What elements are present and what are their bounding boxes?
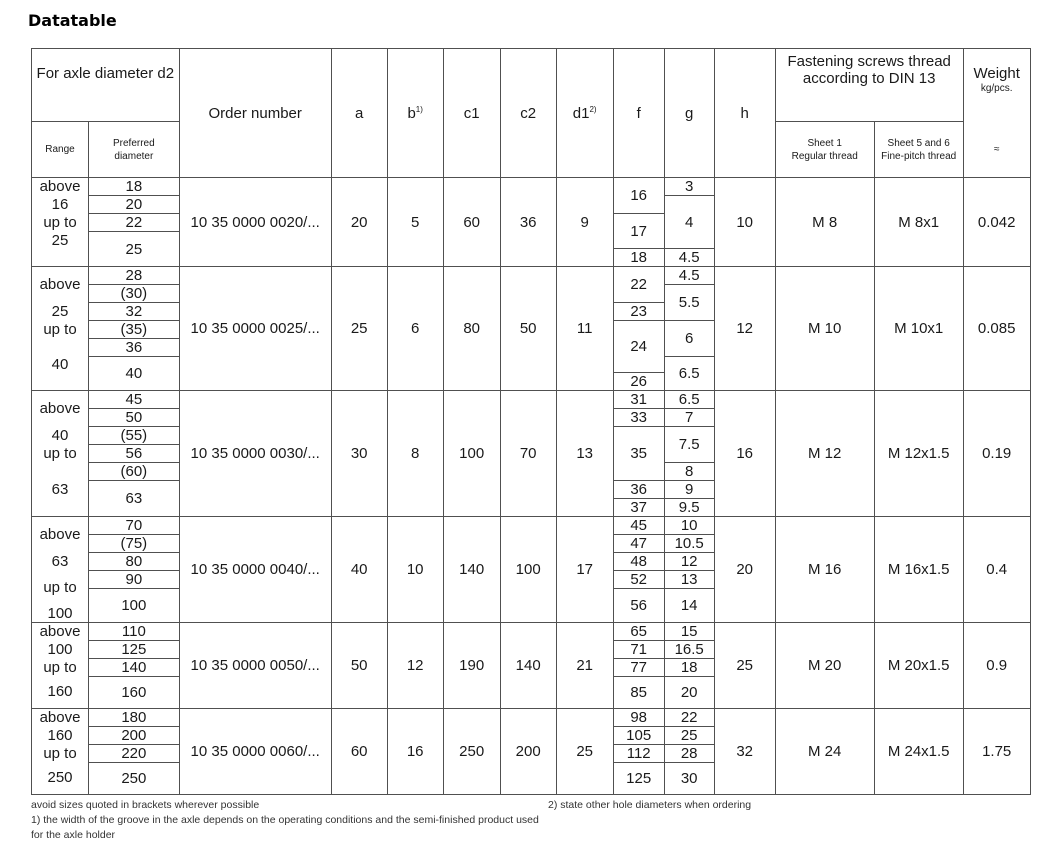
col-d1-footnote-marker: 2) [589, 104, 597, 114]
page-title: Datatable [28, 11, 117, 30]
fastening-screws-header: Fastening screws thread according to DIN 13 [775, 49, 963, 122]
col-c2-cell: 36 [500, 178, 556, 267]
col-g-cell: 12 [664, 553, 714, 571]
col-g-cell: 25 [664, 726, 714, 744]
col-g-cell: 9 [664, 481, 714, 499]
range-cell: above [32, 517, 89, 553]
col-b-header [387, 49, 443, 178]
col-g-cell: 4 [664, 196, 714, 249]
col-f-cell: 71 [613, 640, 664, 658]
approx-symbol: ≈ [963, 122, 1030, 178]
col-c2-cell: 200 [500, 708, 556, 794]
preferred-diameter-cell: 125 [89, 640, 180, 658]
preferred-diameter-cell: 45 [89, 391, 180, 409]
range-header: Range [32, 122, 89, 178]
range-cell: 100 [32, 605, 89, 623]
range-cell: 25 [32, 303, 89, 321]
col-g-cell: 16.5 [664, 640, 714, 658]
range-cell: up to [32, 744, 89, 762]
footnote-2: 2) state other hole diameters when ordering [548, 799, 752, 811]
col-c1-cell: 100 [443, 391, 500, 517]
fine-pitch-thread-cell: M 8x1 [874, 178, 963, 267]
preferred-diameter-cell: 90 [89, 571, 180, 589]
preferred-diameter-cell: 36 [89, 339, 180, 357]
col-a-cell: 50 [331, 622, 387, 708]
col-f-cell: 56 [613, 589, 664, 623]
col-g-cell: 13 [664, 571, 714, 589]
col-b-label: b [407, 104, 416, 122]
table-row [32, 517, 1031, 535]
range-cell: 160 [32, 726, 89, 744]
regular-thread-cell: M 16 [775, 517, 874, 623]
table-row [32, 708, 1031, 726]
footnote-1: 1) the width of the groove in the axle depends on the operating conditions and the semi-finished product used for the axle holder [31, 814, 539, 841]
preferred-diameter-cell: 25 [89, 232, 180, 267]
col-g-header: g [664, 49, 714, 178]
table-body [32, 49, 1031, 795]
col-c2-cell: 50 [500, 267, 556, 391]
preferred-diameter-cell: 200 [89, 726, 180, 744]
fine-pitch-thread-cell: M 10x1 [874, 267, 963, 391]
col-h-cell: 12 [714, 267, 775, 391]
preferred-diameter-cell: 180 [89, 708, 180, 726]
regular-thread-cell: M 12 [775, 391, 874, 517]
fine-pitch-thread-cell: M 12x1.5 [874, 391, 963, 517]
col-g-cell: 4.5 [664, 249, 714, 267]
footnotes-left [31, 798, 551, 843]
order-number-cell: 10 35 0000 0050/... [179, 622, 331, 708]
col-g-cell: 6.5 [664, 391, 714, 409]
preferred-diameter-cell: 40 [89, 357, 180, 391]
weight-cell: 1.75 [963, 708, 1030, 794]
col-c1-cell: 190 [443, 622, 500, 708]
col-f-cell: 65 [613, 622, 664, 640]
col-c2-header: c2 [500, 49, 556, 178]
preferred-diameter-cell: 63 [89, 481, 180, 517]
axle-diameter-header: For axle diameter d2 [32, 49, 180, 122]
order-number-cell: 10 35 0000 0060/... [179, 708, 331, 794]
table-row [32, 622, 1031, 640]
col-f-cell: 33 [613, 409, 664, 427]
range-cell: 160 [32, 676, 89, 708]
col-f-cell: 17 [613, 214, 664, 249]
col-c2-cell: 140 [500, 622, 556, 708]
col-a-cell: 25 [331, 267, 387, 391]
preferred-diameter-cell: 70 [89, 517, 180, 535]
col-g-cell: 20 [664, 676, 714, 708]
col-f-cell: 105 [613, 726, 664, 744]
fine-pitch-thread-cell: M 16x1.5 [874, 517, 963, 623]
fine-pitch-thread-cell: M 24x1.5 [874, 708, 963, 794]
col-h-header: h [714, 49, 775, 178]
col-g-cell: 6 [664, 321, 714, 357]
col-b-cell: 16 [387, 708, 443, 794]
regular-thread-cell: M 8 [775, 178, 874, 267]
col-h-cell: 20 [714, 517, 775, 623]
col-f-cell: 48 [613, 553, 664, 571]
col-f-cell: 24 [613, 321, 664, 373]
col-g-cell: 30 [664, 762, 714, 794]
col-b-cell: 12 [387, 622, 443, 708]
range-cell: up to [32, 321, 89, 339]
col-f-cell: 112 [613, 744, 664, 762]
col-c1-cell: 140 [443, 517, 500, 623]
range-cell: up to [32, 445, 89, 463]
regular-thread-cell: M 24 [775, 708, 874, 794]
order-number-cell: 10 35 0000 0040/... [179, 517, 331, 623]
regular-thread-cell: M 10 [775, 267, 874, 391]
preferred-diameter-cell: 100 [89, 589, 180, 623]
table-row [32, 267, 1031, 285]
col-d1-cell: 13 [556, 391, 613, 517]
fine-pitch-thread-header: Sheet 5 and 6 Fine-pitch thread [874, 122, 963, 178]
col-f-cell: 36 [613, 481, 664, 499]
data-table [31, 48, 1031, 795]
range-cell [32, 249, 89, 267]
col-c2-cell: 100 [500, 517, 556, 623]
data-table-container [31, 48, 1031, 795]
col-h-cell: 16 [714, 391, 775, 517]
weight-label: Weight [973, 65, 1020, 82]
col-f-cell: 37 [613, 499, 664, 517]
range-cell: 40 [32, 339, 89, 391]
col-d1-cell: 17 [556, 517, 613, 623]
col-g-cell: 28 [664, 744, 714, 762]
col-h-cell: 25 [714, 622, 775, 708]
preferred-diameter-cell: (60) [89, 463, 180, 481]
preferred-diameter-cell: (30) [89, 285, 180, 303]
order-number-cell: 10 35 0000 0020/... [179, 178, 331, 267]
table-row [32, 178, 1031, 196]
col-d1-label: d1 [572, 104, 590, 122]
col-h-cell: 32 [714, 708, 775, 794]
col-g-cell: 3 [664, 178, 714, 196]
col-c1-cell: 80 [443, 267, 500, 391]
col-d1-cell: 11 [556, 267, 613, 391]
col-b-cell: 6 [387, 267, 443, 391]
range-cell: above [32, 178, 89, 196]
preferred-diameter-cell: (35) [89, 321, 180, 339]
table-row [32, 391, 1031, 409]
range-cell: 63 [32, 463, 89, 517]
col-d1-header [556, 49, 613, 178]
preferred-diameter-cell: 50 [89, 409, 180, 427]
regular-thread-cell: M 20 [775, 622, 874, 708]
weight-header [963, 49, 1030, 122]
col-g-cell: 9.5 [664, 499, 714, 517]
col-b-footnote-marker: 1) [415, 104, 423, 114]
col-h-cell: 10 [714, 178, 775, 267]
preferred-diameter-cell: 110 [89, 622, 180, 640]
preferred-diameter-cell: 140 [89, 658, 180, 676]
preferred-diameter-cell: (55) [89, 427, 180, 445]
range-cell: above [32, 267, 89, 303]
preferred-diameter-cell: 20 [89, 196, 180, 214]
range-cell: 25 [32, 232, 89, 249]
col-f-cell: 45 [613, 517, 664, 535]
col-b-cell: 5 [387, 178, 443, 267]
order-number-cell: 10 35 0000 0030/... [179, 391, 331, 517]
col-f-cell: 85 [613, 676, 664, 708]
col-f-cell: 35 [613, 427, 664, 481]
preferred-diameter-cell: 32 [89, 303, 180, 321]
col-c1-cell: 60 [443, 178, 500, 267]
col-f-cell: 16 [613, 178, 664, 214]
weight-cell: 0.4 [963, 517, 1030, 623]
col-d1-cell: 25 [556, 708, 613, 794]
col-f-cell: 47 [613, 535, 664, 553]
preferred-diameter-cell: 28 [89, 267, 180, 285]
regular-thread-header: Sheet 1 Regular thread [775, 122, 874, 178]
preferred-diameter-cell: 22 [89, 214, 180, 232]
col-g-cell: 7.5 [664, 427, 714, 463]
col-a-cell: 30 [331, 391, 387, 517]
weight-cell: 0.9 [963, 622, 1030, 708]
col-f-cell: 18 [613, 249, 664, 267]
col-g-cell: 4.5 [664, 267, 714, 285]
col-d1-cell: 21 [556, 622, 613, 708]
range-cell: up to [32, 571, 89, 605]
col-b-cell: 10 [387, 517, 443, 623]
preferred-diameter-cell: (75) [89, 535, 180, 553]
col-g-cell: 22 [664, 708, 714, 726]
col-d1-cell: 9 [556, 178, 613, 267]
range-cell: 40 [32, 427, 89, 445]
col-a-cell: 20 [331, 178, 387, 267]
col-g-cell: 14 [664, 589, 714, 623]
col-a-cell: 60 [331, 708, 387, 794]
col-g-cell: 15 [664, 622, 714, 640]
range-cell: 250 [32, 762, 89, 794]
range-cell: up to [32, 658, 89, 676]
preferred-diameter-cell: 80 [89, 553, 180, 571]
col-g-cell: 18 [664, 658, 714, 676]
col-c1-cell: 250 [443, 708, 500, 794]
col-f-cell: 22 [613, 267, 664, 303]
col-g-cell: 10.5 [664, 535, 714, 553]
col-f-cell: 77 [613, 658, 664, 676]
col-g-cell: 10 [664, 517, 714, 535]
preferred-diameter-cell: 250 [89, 762, 180, 794]
order-number-cell: 10 35 0000 0025/... [179, 267, 331, 391]
col-f-header: f [613, 49, 664, 178]
weight-cell: 0.085 [963, 267, 1030, 391]
col-f-cell: 23 [613, 303, 664, 321]
range-cell: 100 [32, 640, 89, 658]
preferred-diameter-header: Preferred diameter [89, 122, 180, 178]
preferred-diameter-cell: 220 [89, 744, 180, 762]
preferred-diameter-cell: 56 [89, 445, 180, 463]
col-f-cell: 26 [613, 373, 664, 391]
range-cell: up to [32, 214, 89, 232]
col-f-cell: 52 [613, 571, 664, 589]
footnote-brackets: avoid sizes quoted in brackets wherever possible [31, 799, 260, 811]
col-f-cell: 125 [613, 762, 664, 794]
col-f-cell: 31 [613, 391, 664, 409]
col-b-cell: 8 [387, 391, 443, 517]
col-g-cell: 8 [664, 463, 714, 481]
fine-pitch-thread-cell: M 20x1.5 [874, 622, 963, 708]
weight-cell: 0.042 [963, 178, 1030, 267]
col-f-cell: 98 [613, 708, 664, 726]
range-cell: 63 [32, 553, 89, 571]
order-number-header: Order number [179, 49, 331, 178]
range-cell: above [32, 622, 89, 640]
weight-cell: 0.19 [963, 391, 1030, 517]
col-g-cell: 7 [664, 409, 714, 427]
col-c1-header: c1 [443, 49, 500, 178]
range-cell: above [32, 708, 89, 726]
col-a-cell: 40 [331, 517, 387, 623]
col-c2-cell: 70 [500, 391, 556, 517]
col-g-cell: 6.5 [664, 357, 714, 391]
col-g-cell: 5.5 [664, 285, 714, 321]
header-row [32, 49, 1031, 122]
col-a-header: a [331, 49, 387, 178]
weight-unit: kg/pcs. [980, 83, 1013, 94]
range-cell: 16 [32, 196, 89, 214]
preferred-diameter-cell: 18 [89, 178, 180, 196]
preferred-diameter-cell: 160 [89, 676, 180, 708]
range-cell: above [32, 391, 89, 427]
